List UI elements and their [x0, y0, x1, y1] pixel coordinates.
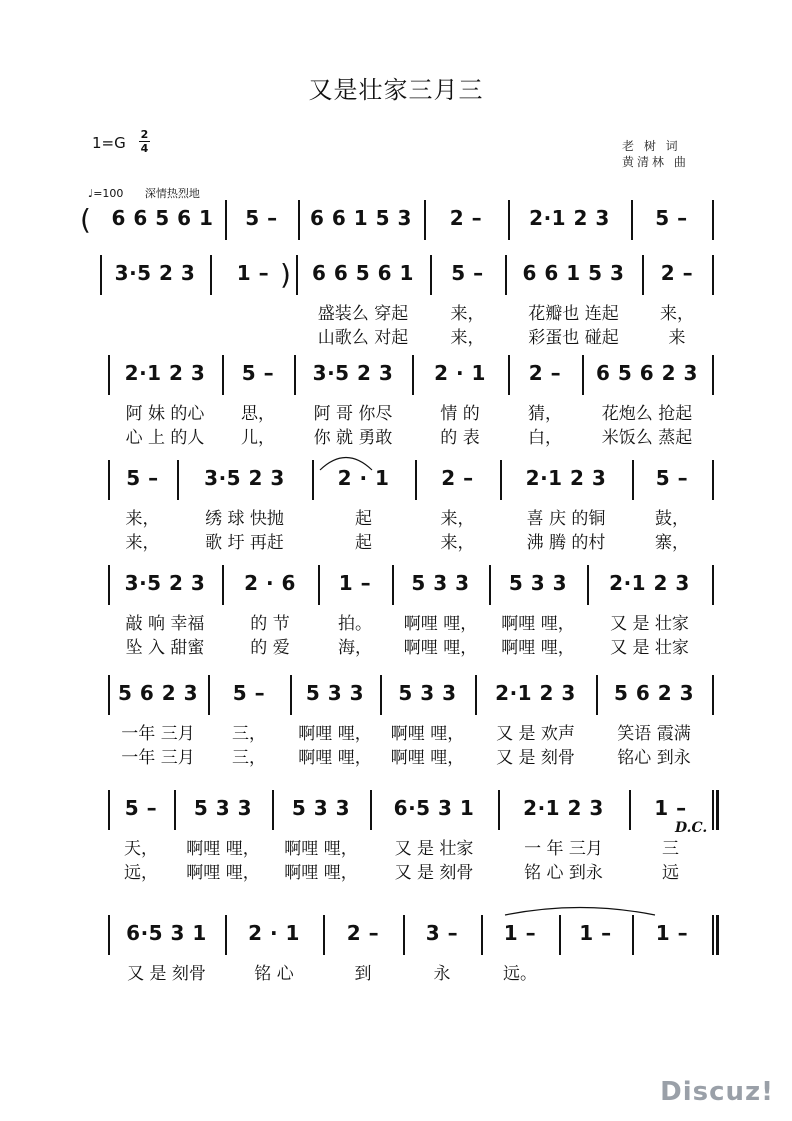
measure-notes: 3 –	[425, 921, 459, 945]
measure-notes: 2·1 2 3	[523, 796, 604, 820]
lyric-verse-1: 拍。	[338, 614, 372, 634]
lyric-verse-2: 铭心 到永	[617, 748, 691, 768]
lyric-verse-1: 啊哩 哩，	[284, 839, 358, 859]
measure-notes: 2·1 2 3	[525, 466, 607, 490]
tie-arc-final	[505, 908, 655, 916]
tie-arc	[320, 458, 372, 471]
lyric-verse-1: 又 是 欢声	[496, 724, 575, 744]
measure-notes: 2 · 6	[244, 571, 296, 595]
measure-notes: 2 –	[346, 921, 380, 945]
measure-notes: 1 –	[338, 571, 372, 595]
measure-notes: 5 3 3	[305, 681, 365, 705]
measure-notes: 5 6 2 3	[613, 681, 695, 705]
lyric-verse-1: 来，	[660, 304, 694, 324]
measure-notes: 5 –	[451, 261, 484, 285]
page-title: 又是壮家三月三	[308, 76, 484, 104]
lyric-verse-1: 三	[662, 839, 679, 859]
lyric-verse-2: 啊哩 哩，	[284, 863, 358, 883]
measure-notes: 3·5 2 3	[124, 571, 206, 595]
measure-notes: 3·5 2 3	[204, 466, 285, 490]
time-signature-bottom: 4	[140, 142, 149, 155]
key-signature: 1=G	[92, 134, 126, 152]
repeat-open-paren: (	[80, 203, 91, 236]
measure-notes: 2·1 2 3	[529, 206, 610, 230]
lyric-verse-1: 又 是 壮家	[394, 839, 474, 859]
composer-credit: 黄清林 曲	[622, 155, 689, 169]
measure-notes: 2 –	[449, 206, 483, 230]
measure-notes: 5 –	[232, 681, 266, 705]
measure-notes: 5 –	[241, 361, 275, 385]
measure-notes: 5 –	[124, 796, 158, 820]
lyric-verse-2: 白，	[528, 428, 562, 448]
time-signature-top: 2	[140, 128, 149, 141]
lyric-verse-1: 喜 庆 的铜	[526, 509, 606, 529]
measure-notes: 5 3 3	[508, 571, 568, 595]
measure-notes: 3·5 2 3	[312, 361, 394, 385]
measure-notes: 5 3 3	[411, 571, 470, 595]
lyric-verse-1: 铭 心	[254, 964, 294, 984]
lyric-verse-2: 又 是 壮家	[610, 638, 689, 658]
watermark: Discuz!	[660, 1077, 774, 1107]
lyric-verse-1: 敲 响 幸福	[125, 614, 205, 634]
lyric-verse-1: 啊哩 哩，	[403, 614, 478, 634]
measure-notes: 5 –	[655, 466, 689, 490]
lyric-verse-2: 又 是 刻骨	[496, 748, 575, 768]
lyric-verse-1: 又 是 壮家	[610, 614, 689, 634]
lyric-verse-1: 一 年 三月	[524, 839, 603, 859]
lyric-verse-2: 啊哩 哩，	[186, 863, 260, 883]
measure-notes: 2 · 1	[337, 466, 390, 490]
lyric-verse-1: 思，	[241, 404, 275, 424]
lyric-verse-1: 阿 妹 的心	[125, 404, 205, 424]
lyric-verse-1: 盛装么 穿起	[317, 304, 409, 324]
lyric-verse-2: 寨，	[655, 533, 689, 553]
lyric-verse-1: 到	[354, 964, 372, 984]
lyric-verse-1: 来，	[440, 509, 475, 529]
lyric-verse-1: 情 的	[440, 404, 480, 424]
lyric-verse-2: 远	[662, 863, 679, 883]
lyric-verse-2: 歌 圩 再赶	[205, 533, 284, 553]
measure-notes: 6 6 5 6 1	[111, 206, 214, 230]
lyric-verse-1: 猜，	[528, 404, 562, 424]
measure-notes: 5 6 2 3	[117, 681, 199, 705]
expression-marking: 深情热烈地	[144, 187, 200, 200]
lyric-verse-1: 来，	[450, 304, 485, 324]
lyric-verse-2: 啊哩 哩，	[390, 748, 465, 768]
lyric-verse-1: 起	[355, 509, 372, 529]
lyric-verse-2: 铭 心 到永	[524, 863, 603, 883]
measure-notes: 5 –	[245, 206, 278, 230]
lyric-verse-1: 啊哩 哩，	[298, 724, 372, 744]
lyric-verse-1: 三，	[232, 724, 266, 744]
measure-notes: 6 6 5 6 1	[312, 261, 414, 285]
lyric-verse-2: 沸 腾 的村	[526, 533, 606, 553]
measure-notes: 6·5 3 1	[126, 921, 207, 945]
measure-notes: 6 6 1 5 3	[310, 206, 412, 230]
lyric-verse-2: 又 是 刻骨	[394, 863, 474, 883]
measure-notes: 6 5 6 2 3	[596, 361, 698, 385]
da-capo-mark: D.C.	[675, 820, 708, 836]
measure-notes: 2 –	[660, 261, 694, 285]
lyric-verse-1: 的 节	[250, 614, 290, 634]
lyric-verse-1: 啊哩 哩，	[186, 839, 260, 859]
measure-notes: 5 –	[126, 466, 159, 490]
measure-notes: 2 –	[441, 466, 474, 490]
lyricist-credit: 老 树 词	[622, 139, 681, 153]
measure-notes: 6·5 3 1	[393, 796, 475, 820]
lyric-verse-2: 远，	[124, 863, 158, 883]
lyric-verse-2: 的 表	[440, 428, 480, 448]
measure-notes: 2·1 2 3	[495, 681, 576, 705]
measure-notes: 2 –	[528, 361, 562, 385]
lyric-verse-2: 三，	[232, 748, 266, 768]
lyric-verse-1: 笑语 霞满	[617, 724, 691, 744]
lyric-verse-2: 米饭么 蒸起	[601, 428, 693, 448]
lyric-verse-2: 啊哩 哩，	[298, 748, 372, 768]
lyric-verse-1: 花瓣也 连起	[528, 304, 619, 324]
lyric-verse-2: 啊哩 哩，	[403, 638, 478, 658]
lyric-verse-2: 一年 三月	[121, 748, 195, 768]
lyric-verse-1: 永	[433, 964, 451, 984]
lyric-verse-1: 天，	[124, 839, 158, 859]
repeat-close-paren: )	[280, 258, 291, 291]
lyric-verse-2: 儿，	[241, 428, 275, 448]
measure-notes: 3·5 2 3	[114, 261, 196, 285]
lyric-verse-2: 山歌么 对起	[317, 328, 409, 348]
lyric-verse-1: 一年 三月	[121, 724, 195, 744]
lyric-verse-2: 心 上 的人	[125, 428, 205, 448]
measure-notes: 2·1 2 3	[609, 571, 690, 595]
lyric-verse-2: 来，	[125, 533, 160, 553]
measure-notes: 5 3 3	[291, 796, 351, 820]
measure-notes: 2·1 2 3	[124, 361, 206, 385]
measure-notes: 5 3 3	[398, 681, 457, 705]
lyric-verse-2: 坠 入 甜蜜	[125, 638, 205, 658]
lyric-verse-1: 又 是 刻骨	[127, 964, 206, 984]
measure-notes: 5 3 3	[193, 796, 253, 820]
lyric-verse-1: 鼓，	[655, 509, 689, 529]
measure-notes: 5 –	[655, 206, 688, 230]
lyric-verse-2: 你 就 勇敢	[313, 428, 393, 448]
measure-notes: 1 –	[503, 921, 537, 945]
lyric-verse-2: 海，	[338, 638, 372, 658]
lyric-verse-2: 来	[668, 328, 686, 348]
measure-notes: 2 · 1	[248, 921, 300, 945]
lyric-verse-2: 来，	[450, 328, 485, 348]
measure-notes: 1 –	[654, 796, 687, 820]
lyric-verse-1: 绣 球 快抛	[205, 509, 284, 529]
lyric-verse-1: 阿 哥 你尽	[313, 404, 393, 424]
lyric-verse-1: 啊哩 哩，	[501, 614, 575, 634]
lyric-verse-2: 彩蛋也 碰起	[528, 328, 619, 348]
tempo-value: ♩=100	[88, 187, 124, 200]
lyric-verse-1: 远。	[503, 964, 537, 984]
lyric-verse-2: 来，	[440, 533, 475, 553]
measure-notes: 1 –	[655, 921, 689, 945]
lyric-verse-1: 啊哩 哩，	[390, 724, 465, 744]
lyric-verse-1: 花炮么 抢起	[601, 404, 693, 424]
lyric-verse-2: 起	[355, 533, 372, 553]
lyric-verse-1: 来，	[125, 509, 160, 529]
measure-notes: 1 –	[236, 261, 270, 285]
measure-notes: 1 –	[579, 921, 612, 945]
measure-notes: 6 6 1 5 3	[522, 261, 625, 285]
lyric-verse-2: 啊哩 哩，	[501, 638, 575, 658]
lyric-verse-2: 的 爱	[250, 638, 290, 658]
measure-notes: 2 · 1	[434, 361, 486, 385]
